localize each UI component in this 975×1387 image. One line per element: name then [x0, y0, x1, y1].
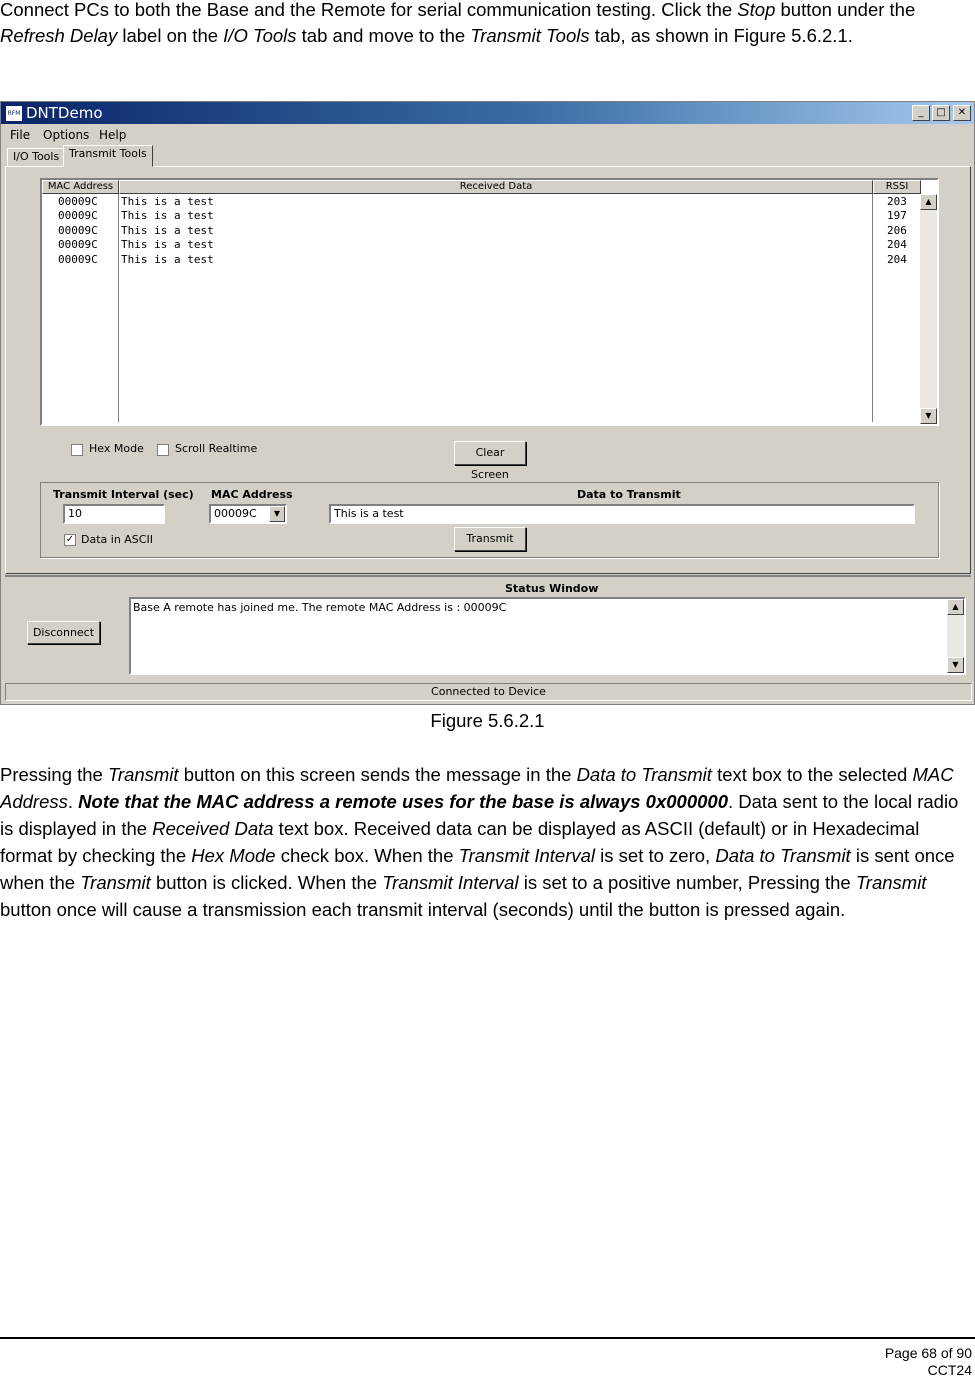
transmit-ref: Transmit: [855, 872, 927, 893]
hex-mode-label: Hex Mode: [89, 442, 144, 455]
data-in-ascii-label: Data in ASCII: [81, 533, 153, 546]
body-text: text box. Received data can be displayed as ASCII (default) or in Hexadecimal format by checking the: [0, 818, 920, 866]
minimize-icon[interactable]: _: [912, 105, 930, 121]
transmit-interval-label: Transmit Interval (sec): [53, 488, 194, 501]
transmit-button[interactable]: Transmit: [454, 527, 526, 551]
mac-address-value: 00009C: [214, 507, 257, 520]
status-message: Base A remote has joined me. The remote MAC Address is : 00009C: [133, 601, 507, 614]
row-data: This is a test: [121, 209, 214, 222]
transmit-interval-ref: Transmit Interval: [382, 872, 519, 893]
received-data-ref: Received Data: [152, 818, 274, 839]
figure-caption: Figure 5.6.2.1: [430, 710, 545, 731]
data-to-transmit-label: Data to Transmit: [577, 488, 681, 501]
close-icon[interactable]: ✕: [953, 105, 971, 121]
data-in-ascii-checkbox[interactable]: ✓: [65, 534, 75, 545]
menu-file[interactable]: File: [10, 128, 31, 142]
row-mac: 00009C: [58, 253, 98, 266]
body-text: .: [67, 791, 79, 812]
dntdemo-window: [0, 101, 975, 705]
body-text: check box. When the: [275, 845, 459, 866]
tab-transmit-tools[interactable]: Transmit Tools: [63, 145, 153, 167]
transmit-ref: Transmit: [80, 872, 151, 893]
status-window-title: Status Window: [505, 582, 599, 595]
window-title: DNTDemo: [26, 104, 103, 122]
scroll-realtime-label: Scroll Realtime: [175, 442, 258, 455]
body-text: Pressing the: [0, 764, 108, 785]
row-rssi: 203: [887, 195, 907, 208]
scroll-up-icon[interactable]: ▲: [920, 194, 937, 210]
row-rssi: 204: [887, 238, 907, 251]
menu-options[interactable]: Options: [43, 128, 90, 142]
row-data: This is a test: [121, 195, 214, 208]
mac-address-label: MAC Address: [211, 488, 293, 501]
io-tools-ref: I/O Tools: [223, 25, 297, 46]
row-mac: 00009C: [58, 238, 98, 251]
column-header-rssi[interactable]: RSSI: [873, 180, 921, 194]
menu-help[interactable]: Help: [99, 128, 127, 142]
scroll-down-icon[interactable]: ▼: [920, 408, 937, 424]
document-id: CCT24: [927, 1362, 972, 1378]
mac-address-select[interactable]: [209, 504, 287, 524]
body-paragraph: [0, 761, 972, 923]
transmit-tools-ref: Transmit Tools: [470, 25, 590, 46]
intro-text: tab, as shown in Figure 5.6.2.1.: [589, 25, 853, 46]
body-text: is set to a positive number, Pressing the: [518, 872, 856, 893]
status-textbox[interactable]: [129, 597, 966, 675]
data-to-transmit-ref: Data to Transmit: [715, 845, 851, 866]
footer-rule: [0, 1337, 975, 1339]
mac-address-ref: MAC Address: [0, 764, 954, 812]
row-mac: 00009C: [58, 224, 98, 237]
disconnect-button[interactable]: Disconnect: [27, 621, 100, 644]
maximize-icon[interactable]: □: [932, 105, 950, 121]
column-header-received-data[interactable]: Received Data: [119, 180, 873, 194]
row-data: This is a test: [121, 224, 214, 237]
row-rssi: 204: [887, 253, 907, 266]
intro-text: Connect PCs to both the Base and the Remote for serial communication testing. Click the: [0, 0, 738, 20]
row-rssi: 197: [887, 209, 907, 222]
transmit-interval-ref: Transmit Interval: [458, 845, 596, 866]
row-mac: 00009C: [58, 195, 98, 208]
body-text: button is clicked. When the: [150, 872, 383, 893]
tab-io-tools[interactable]: I/O Tools: [7, 148, 65, 166]
scroll-up-icon[interactable]: ▲: [947, 599, 964, 615]
column-divider: [872, 194, 873, 422]
transmit-interval-input[interactable]: 10: [63, 504, 165, 524]
intro-text: button under the: [775, 0, 916, 20]
body-text: . Data sent to the local radio is displayed in the: [0, 791, 959, 839]
row-data: This is a test: [121, 253, 214, 266]
row-mac: 00009C: [58, 209, 98, 222]
data-to-transmit-input[interactable]: This is a test: [329, 504, 915, 524]
menu-bar: [1, 125, 974, 145]
intro-paragraph: [0, 0, 972, 49]
transmit-ref: Transmit: [107, 764, 179, 785]
app-icon: RFM: [5, 105, 23, 122]
page-number: Page 68 of 90: [884, 1345, 972, 1361]
connection-status-bar: Connected to Device: [5, 683, 972, 701]
body-text: is sent once when the: [0, 845, 955, 893]
intro-text: label on the: [117, 25, 224, 46]
received-data-list[interactable]: [40, 178, 939, 426]
scroll-realtime-checkbox[interactable]: [157, 444, 169, 456]
data-to-transmit-ref: Data to Transmit: [576, 764, 712, 785]
hex-mode-checkbox[interactable]: [71, 444, 83, 456]
row-rssi: 206: [887, 224, 907, 237]
body-text: is set to zero,: [595, 845, 716, 866]
mac-note: Note that the MAC address a remote uses for the base is always 0x000000: [78, 791, 728, 812]
title-bar: [1, 102, 974, 124]
column-header-mac[interactable]: MAC Address: [42, 180, 119, 194]
refresh-delay-ref: Refresh Delay: [0, 25, 118, 46]
body-text: button on this screen sends the message in the: [178, 764, 577, 785]
intro-text: tab and move to the: [296, 25, 471, 46]
clear-screen-button[interactable]: Clear Screen: [454, 441, 526, 465]
scroll-down-icon[interactable]: ▼: [947, 657, 964, 673]
body-text: button once will cause a transmission each transmit interval (seconds) until the button is pressed again.: [0, 899, 846, 920]
body-text: text box to the selected: [711, 764, 913, 785]
received-list-scrollbar[interactable]: [920, 194, 937, 424]
status-scrollbar[interactable]: [947, 599, 964, 673]
row-data: This is a test: [121, 238, 214, 251]
hex-mode-ref: Hex Mode: [191, 845, 276, 866]
column-divider: [118, 194, 119, 422]
chevron-down-icon[interactable]: ▼: [269, 506, 285, 522]
stop-ref: Stop: [737, 0, 776, 20]
